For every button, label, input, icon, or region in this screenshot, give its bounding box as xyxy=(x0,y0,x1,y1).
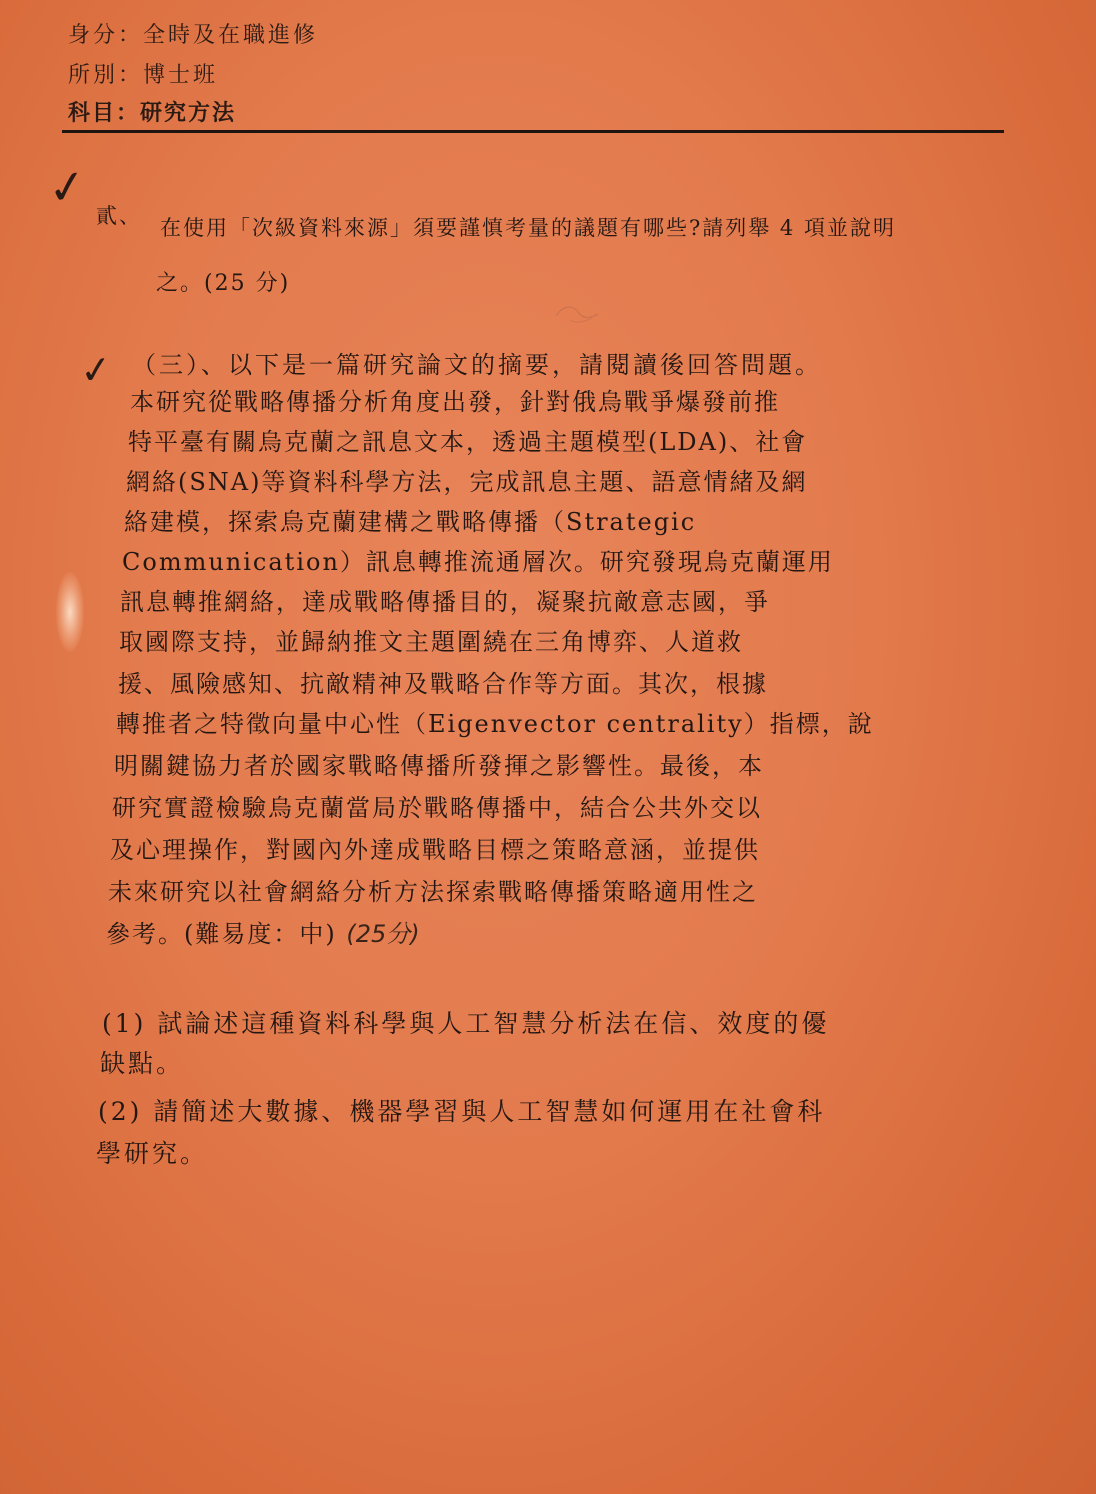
sub-question-1-line1: (1) 試論述這種資料科學與人工智慧分析法在信、效度的優 xyxy=(102,1009,830,1038)
sub-question-2-line1: (2) 請簡述大數據、機器學習與人工智慧如何運用在社會科 xyxy=(98,1097,826,1126)
question-3-title: （三）、以下是一篇研究論文的摘要，請閱讀後回答問題。 xyxy=(132,351,822,379)
check-mark-icon: ✓ xyxy=(77,346,115,394)
abstract-line: 轉推者之特徵向量中心性（Eigenvector centrality）指標，說 xyxy=(116,710,874,738)
abstract-line: 特平臺有關烏克蘭之訊息文本，透過主題模型(LDA)、社會 xyxy=(128,428,808,456)
check-mark-icon: ✓ xyxy=(44,157,91,217)
question-2-continuation: 之。(25 分) xyxy=(156,271,291,296)
abstract-line-text: 參考。(難易度：中) xyxy=(106,920,337,948)
header-divider xyxy=(62,130,1004,133)
abstract-line: 取國際支持，並歸納推文主題圍繞在三角博弈、人道救 xyxy=(119,628,743,656)
department-line: 所別：博士班 xyxy=(68,63,219,88)
abstract-line: Communication）訊息轉推流通層次。研究發現烏克蘭運用 xyxy=(122,548,834,576)
abstract-line: 訊息轉推網絡，達成戰略傳播目的，凝聚抗敵意志國，爭 xyxy=(120,588,770,616)
abstract-line: 未來研究以社會網絡分析方法探索戰略傳播策略適用性之 xyxy=(108,878,758,906)
abstract-line: 絡建模，探索烏克蘭建構之戰略傳播（Strategic xyxy=(124,508,697,536)
pencil-smudge-icon xyxy=(548,300,608,326)
identity-line: 身分：全時及在職進修 xyxy=(68,23,319,48)
abstract-line: 及心理操作，對國內外達成戰略目標之策略意涵，並提供 xyxy=(110,836,760,864)
sub-question-1-line2: 缺點。 xyxy=(100,1049,185,1078)
abstract-line: 援、風險感知、抗敵精神及戰略合作等方面。其次，根據 xyxy=(118,670,768,698)
question-2-number: 貳、 xyxy=(96,204,142,228)
abstract-line: 研究實證檢驗烏克蘭當局於戰略傳播中，結合公共外交以 xyxy=(112,794,762,822)
light-glare xyxy=(56,572,84,652)
sub-question-2-line2: 學研究。 xyxy=(96,1139,209,1168)
abstract-line: 網絡(SNA)等資料科學方法，完成訊息主題、語意情緒及網 xyxy=(126,468,808,496)
abstract-line: 明關鍵協力者於國家戰略傳播所發揮之影響性。最後，本 xyxy=(114,752,764,780)
abstract-line-last xyxy=(106,922,420,946)
handwritten-score: (25分) xyxy=(346,920,420,948)
subject-line: 科目：研究方法 xyxy=(68,100,237,126)
abstract-line: 本研究從戰略傳播分析角度出發，針對俄烏戰爭爆發前推 xyxy=(130,388,780,416)
question-2-text: 在使用「次級資料來源」須要謹慎考量的議題有哪些?請列舉 4 項並說明 xyxy=(160,216,896,240)
